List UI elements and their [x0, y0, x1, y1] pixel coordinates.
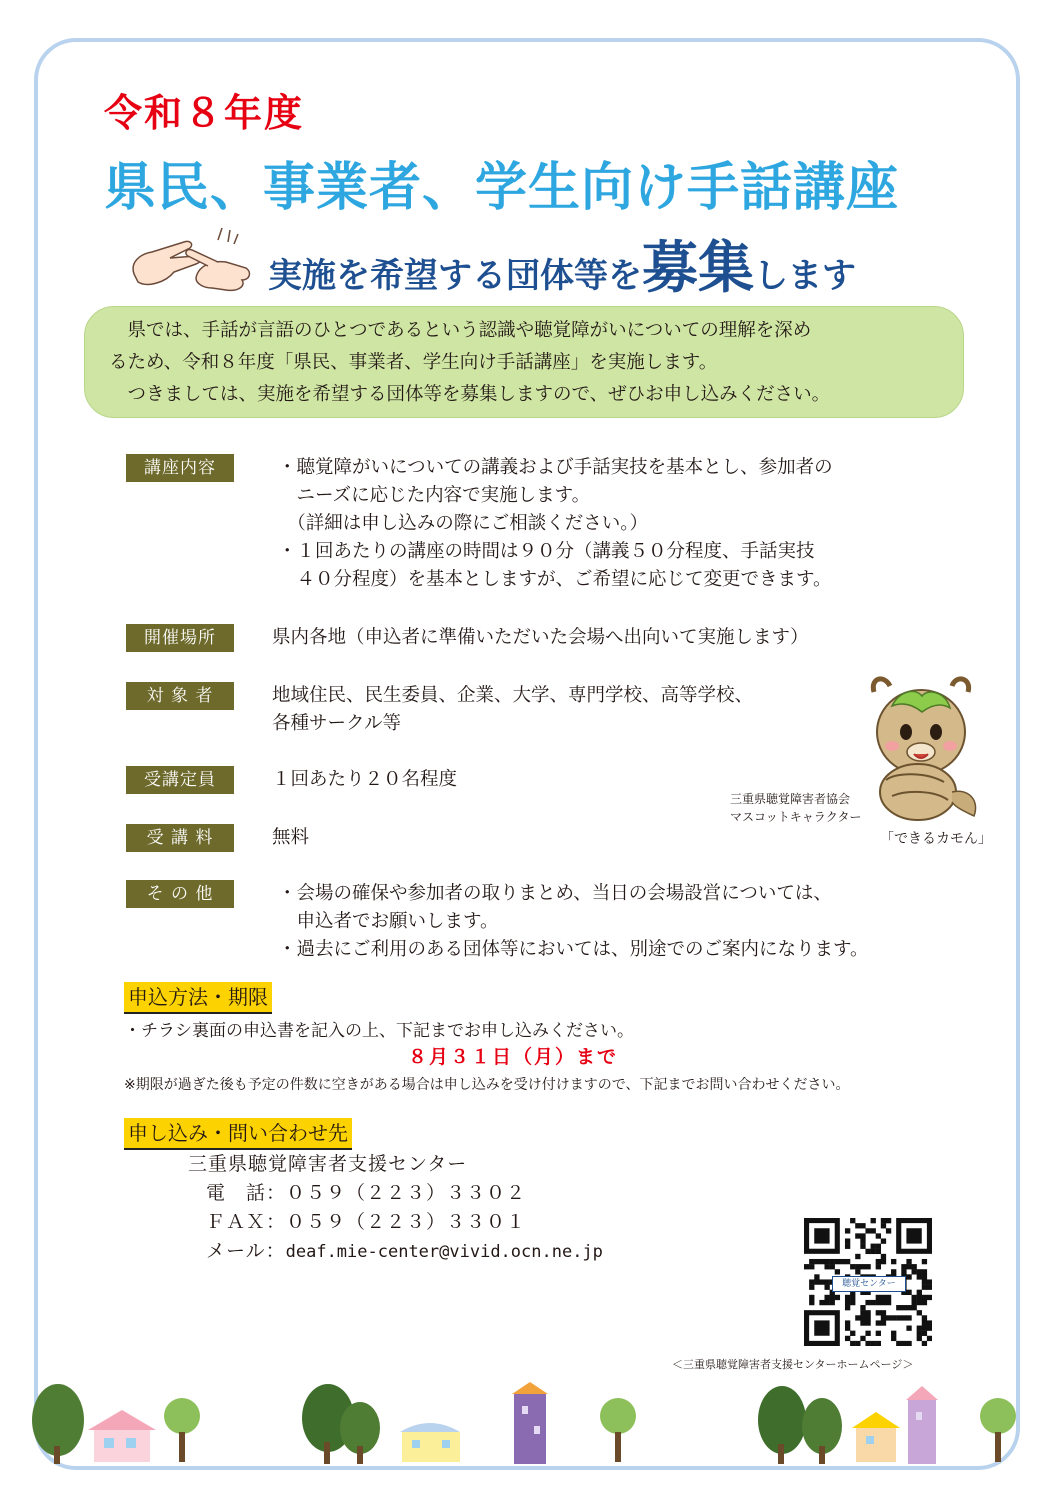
- label-other: そ の 他: [126, 880, 234, 908]
- label-course-content: 講座内容: [126, 454, 234, 482]
- apply-note: ※期限が過ぎた後も予定の件数に空きがある場合は申し込みを受け付けますので、下記までお問い合わせください。: [124, 1077, 850, 1093]
- text-line: ・過去にご利用のある団体等においては、別途でのご案内になります。: [278, 939, 869, 960]
- text-line: ・１回あたりの講座の時間は９０分（講義５０分程度、手話実技: [278, 541, 815, 562]
- contact-mail-row: [188, 1237, 603, 1267]
- tree-icon: [302, 1384, 380, 1464]
- other-text: [278, 880, 869, 964]
- label-venue: 開催場所: [126, 624, 234, 652]
- text-line: 県内各地（申込者に準備いただいた会場へ出向いて実施します）: [272, 627, 809, 648]
- label-target: 対 象 者: [126, 682, 234, 710]
- target-text: [272, 682, 753, 738]
- contact-heading: 申し込み・問い合わせ先: [124, 1118, 352, 1150]
- mascot-caption-line: マスコットキャラクター: [730, 810, 862, 824]
- intro-line: つきましては、実施を希望する団体等を募集しますので、ぜひお申し込みください。: [109, 384, 831, 405]
- text-line: 申込者でお願いします。: [278, 911, 499, 932]
- house-icon: [852, 1412, 900, 1462]
- town-illustration: [30, 1376, 1030, 1466]
- mascot-image: [856, 672, 986, 822]
- text-line: ４０分程度）を基本としますが、ご希望に応じて変更できます。: [278, 569, 832, 590]
- text-line: ・会場の確保や参加者の取りまとめ、当日の会場設営については、: [278, 883, 832, 904]
- intro-line: るため、令和８年度「県民、事業者、学生向け手話講座」を実施します。: [109, 352, 718, 373]
- subtitle-emphasis: 募集: [642, 236, 754, 301]
- sign-hands-icon: [126, 222, 256, 294]
- contact-org: 三重県聴覚障害者支援センター: [188, 1153, 468, 1175]
- tree-icon: [600, 1398, 636, 1462]
- tree-icon: [758, 1386, 842, 1464]
- contact-block: [188, 1150, 603, 1267]
- contact-fax: ＦＡＸ：０５９（２２３）３３０１: [206, 1211, 527, 1233]
- qr-center-label: 聴覚センター: [832, 1276, 906, 1292]
- subtitle-suffix: します: [754, 256, 856, 296]
- text-line: 各種サークル等: [272, 713, 401, 734]
- label-capacity: 受講定員: [126, 766, 234, 794]
- mascot-name: 「できるカモん」: [880, 831, 992, 847]
- contact-mail-link[interactable]: deaf.mie-center@vivid.ocn.ne.jp: [285, 1242, 603, 1262]
- house-icon: [400, 1423, 460, 1462]
- recruit-subtitle: [268, 224, 856, 304]
- tower-icon: [906, 1386, 938, 1464]
- label-fee: 受 講 料: [126, 824, 234, 852]
- text-line: ニーズに応じた内容で実施します。: [278, 485, 591, 506]
- tree-icon: [32, 1384, 84, 1464]
- contact-tel: 電 話：０５９（２２３）３３０２: [206, 1182, 527, 1204]
- qr-caption: ＜三重県聴覚障害者支援センターホームページ＞: [672, 1358, 914, 1371]
- subtitle-prefix: 実施を希望する団体等を: [268, 256, 642, 296]
- text-line: 地域住民、民生委員、企業、大学、専門学校、高等学校、: [272, 685, 754, 706]
- qr-code[interactable]: [804, 1218, 932, 1346]
- intro-line: 県では、手話が言語のひとつであるという認識や聴覚障がいについての理解を深め: [109, 320, 812, 341]
- tower-icon: [512, 1382, 548, 1464]
- text-line: ・聴覚障がいについての講義および手話実技を基本とし、参加者の: [278, 457, 833, 478]
- apply-heading: 申込方法・期限: [124, 982, 272, 1014]
- fee-text: [272, 824, 309, 852]
- apply-instruction: ・チラシ裏面の申込書を記入の上、下記までお申し込みください。: [124, 1021, 634, 1041]
- mascot-caption-line: 三重県聴覚障害者協会: [730, 792, 851, 806]
- house-icon: [88, 1410, 156, 1462]
- text-line: 無料: [272, 827, 310, 848]
- tree-icon: [164, 1398, 200, 1462]
- fiscal-year: 令和８年度: [104, 91, 305, 135]
- course-content-text: [278, 454, 833, 594]
- mascot-caption: [730, 790, 862, 826]
- deadline: ８月３１日（月）まで: [408, 1046, 619, 1068]
- page-title: 県民、事業者、学生向け手話講座: [104, 158, 900, 218]
- tree-icon: [980, 1398, 1016, 1462]
- capacity-text: [272, 766, 457, 794]
- intro-box: [84, 306, 964, 418]
- venue-text: [272, 624, 809, 652]
- contact-mail-label: メール：: [206, 1240, 286, 1262]
- text-line: １回あたり２０名程度: [272, 769, 458, 790]
- text-line: （詳細は申し込みの際にご相談ください。）: [278, 513, 649, 534]
